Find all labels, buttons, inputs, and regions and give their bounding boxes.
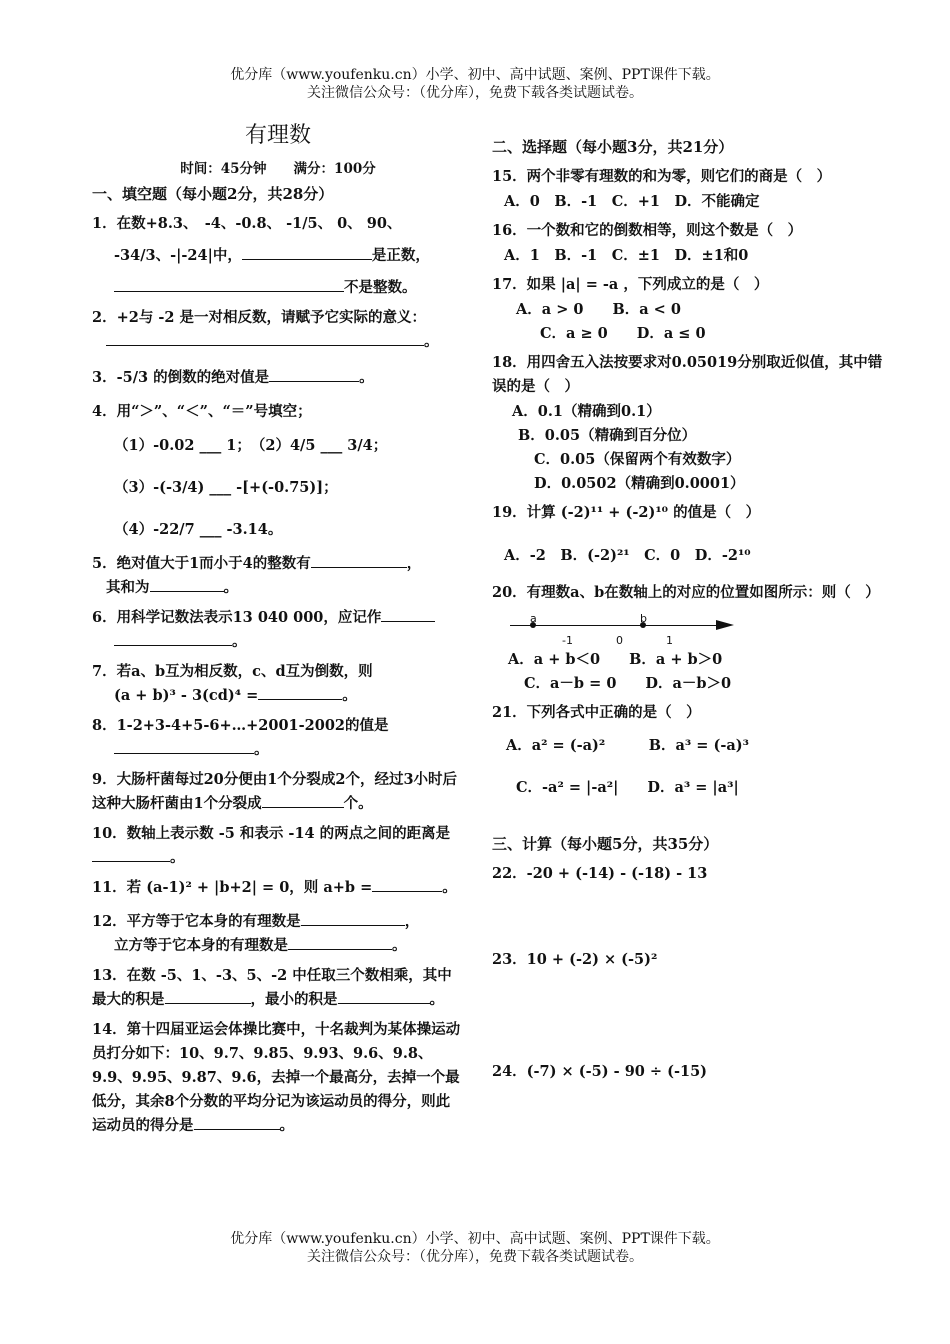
question-16 [492,219,892,267]
q17-text: 17．如果 |a| = -a ，下列成立的是（ ） [492,276,769,293]
q10-text: 10．数轴上表示数 -5 和表示 -14 的两点之间的距离是 [92,825,451,842]
q17-options-ab[interactable]: A．a > 0 B．a < 0 [516,301,681,318]
q1-line3-end: 不是整数。 [344,279,417,296]
page-title: 有理数 [244,123,311,148]
question-12: 12．平方等于它本身的有理数是 ， 立方等于它本身的有理数是 。 [92,913,420,954]
q4-text: 4．用“＞”、“＜”、“＝”号填空； [92,403,312,420]
q18-option-d[interactable]: D．0.0502（精确到0.0001） [534,475,745,492]
q11-blank[interactable] [372,877,442,892]
question-7: 7．若a、b互为相反数，c、d互为倒数，则 (a + b)³ - 3(cd)⁴ = 。 [92,660,464,708]
q6-blank1[interactable] [381,607,435,622]
tick-minus-one: -1 [562,634,573,647]
question-14: 14．第十四届亚运会体操比赛中，十名裁判为某体操运动员打分如下：10、9.7、9.85、9.93、9.6、9.8、9.9、9.95、9.87、9.6，去掉一个最高分，去掉一个最低分，其余8个分数的平均分记为该运动员的得分，则此运动员的得分是 。 [92,1021,461,1134]
q1-blank1[interactable] [242,245,372,260]
q6-blank2[interactable] [114,631,232,646]
question-13: 13．在数 -5、1、-3、5、-2 中任取三个数相乘，其中最大的积是 ，最小的积是 。 [92,967,452,1008]
q21-text: 21．下列各式中正确的是（ ） [492,704,701,721]
question-20 [492,581,892,695]
header-line2: 关注微信公众号：（优分库），免费下载各类试题试卷。 [307,85,643,101]
section-heading-calc: 三、计算（每小题5分，共35分） [492,835,719,853]
q7-blank[interactable] [258,685,342,700]
q1-line2: -34/3、-|-24|中， [114,247,242,264]
q12-text1: 12．平方等于它本身的有理数是 [92,913,301,930]
section-heading-fill: 一、填空题（每小题2分，共28分） [92,185,334,203]
exam-meta: 时间：45分钟 满分：100分 [180,161,376,177]
q2-text: 2．+2与 -2 是一对相反数，请赋予它实际的意义： [92,309,427,326]
q12-blank2[interactable] [288,935,392,950]
q20-options-ab[interactable]: A．a + b＜0 B．a + b＞0 [508,651,723,668]
q13-blank2[interactable] [338,989,430,1004]
question-17 [492,273,892,345]
q5-text: 5．绝对值大于1而小于4的整数有 [92,555,311,572]
header-line1: 优分库（www.youfenku.cn）小学、初中、高中试题、案例、PPT课件下载。 [230,67,720,83]
question-10: 10．数轴上表示数 -5 和表示 -14 的两点之间的距离是。 [92,825,451,866]
q13-text2: ，最小的积是 [250,991,338,1008]
number-line-arrow-icon [716,620,734,630]
q21-options-cd[interactable]: C．-a² = |-a²| D．a³ = |a³| [516,779,739,796]
q14-text: 14．第十四届亚运会体操比赛中，十名裁判为某体操运动员打分如下：10、9.7、9.85、9.93、9.6、9.8、9.9、9.95、9.87、9.6，去掉一个最高分，去掉一个最低分，其余8个分数的平均分记为该运动员的得分，则此运动员的得分是 [92,1021,461,1134]
q12-blank1[interactable] [301,911,405,926]
left-column [92,118,464,1144]
q18-option-a[interactable]: A．0.1（精确到0.1） [512,403,661,420]
question-4 [92,400,464,542]
q1-blank2[interactable] [114,277,344,292]
q13-blank1[interactable] [165,989,251,1004]
q8-text: 8．1-2+3-4+5-6+…+2001-2002的值是 [92,717,389,734]
question-22: 22．-20 + (-14) - (-18) - 13 [492,865,708,882]
question-24: 24．(-7) × (-5) - 90 ÷ (-15) [492,1063,708,1080]
q12-text2: 立方等于它本身的有理数是 [114,937,288,954]
q17-options-cd[interactable]: C．a ≥ 0 D．a ≤ 0 [540,325,706,342]
number-line-axis [510,625,720,626]
question-21 [492,701,892,799]
q8-blank[interactable] [114,739,254,754]
q15-text: 15．两个非零有理数的和为零，则它们的商是（ ） [492,168,832,185]
q13-text: 13．在数 -5、1、-3、5、-2 中任取三个数相乘，其中最大的积是 [92,967,452,1008]
q7-text: 7．若a、b互为相反数，c、d互为倒数，则 [92,663,373,680]
q16-text: 16．一个数和它的倒数相等，则这个数是（ ） [492,222,803,239]
question-8: 8．1-2+3-4+5-6+…+2001-2002的值是 。 [92,714,464,762]
right-column [492,132,892,1090]
q10-blank[interactable] [92,847,170,862]
q4-part4: （4）-22/7 ___ -3.14。 [114,521,283,538]
page-header [0,66,950,102]
label-a: a [530,612,537,625]
question-2: 2．+2与 -2 是一对相反数，请赋予它实际的意义： 。 [92,306,464,354]
q5-blank2[interactable] [150,577,224,592]
question-9: 9．大肠杆菌每过20分便由1个分裂成2个，经过3小时后这种大肠杆菌由1个分裂成 个。 [92,771,458,812]
q20-text: 20．有理数a、b在数轴上的对应的位置如图所示：则（ ） [492,584,880,601]
q18-option-c[interactable]: C．0.05（保留两个有效数字） [534,451,741,468]
q18-text: 18．用四舍五入法按要求对0.05019分别取近似值，其中错误的是（ ） [492,354,883,395]
q9-blank[interactable] [262,793,344,808]
q20-options-cd[interactable]: C．a－b = 0 D．a－b＞0 [524,675,732,692]
q9-text: 9．大肠杆菌每过20分便由1个分裂成2个，经过3小时后这种大肠杆菌由1个分裂成 [92,771,458,812]
q5-blank1[interactable] [311,553,407,568]
question-15 [492,165,892,213]
q19-text: 19．计算 (-2)¹¹ + (-2)¹⁰ 的值是（ ） [492,504,761,521]
q1-line1: 1．在数+8.3、 -4、-0.8、 -1/5、 0、 90、 [92,215,402,232]
q16-options[interactable]: A．1 B．-1 C．±1 D．±1和0 [504,247,749,264]
question-19 [492,501,892,567]
footer-line2: 关注微信公众号：（优分库），免费下载各类试题试卷。 [307,1249,643,1265]
question-11: 11．若 (a-1)² + |b+2| = 0，则 a+b = 。 [92,879,457,896]
section-heading-choice: 二、选择题（每小题3分，共21分） [492,138,734,156]
q1-line2-end: 是正数， [371,247,430,264]
q11-text: 11．若 (a-1)² + |b+2| = 0，则 a+b = [92,879,373,896]
q3-blank[interactable] [269,367,359,382]
footer-line1: 优分库（www.youfenku.cn）小学、初中、高中试题、案例、PPT课件下载。 [230,1231,720,1247]
question-3: 3．-5/3 的倒数的绝对值是 。 [92,369,374,386]
q2-blank[interactable] [106,331,424,346]
question-1 [92,212,464,300]
q15-options[interactable]: A．0 B．-1 C．+1 D．不能确定 [504,193,760,210]
q3-text: 3．-5/3 的倒数的绝对值是 [92,369,270,386]
q7-expr: (a + b)³ - 3(cd)⁴ = [114,687,259,704]
q21-options-ab[interactable]: A．a² = (-a)² B．a³ = (-a)³ [506,737,749,754]
question-23: 23．10 + (-2) × (-5)² [492,951,658,968]
tick-one: 1 [666,634,673,647]
q6-text: 6．用科学记数法表示13 040 000，应记作 [92,609,382,626]
q4-part3: （3）-(-3/4) ___ -[+(-0.75)]； [114,479,338,496]
q18-option-b[interactable]: B．0.05（精确到百分位） [518,427,697,444]
page-footer [0,1230,950,1266]
question-18 [492,351,892,495]
tick-zero: 0 [616,634,623,647]
q19-options[interactable]: A．-2 B．(-2)²¹ C．0 D．-2¹⁰ [504,547,751,564]
number-line-diagram [510,611,740,647]
q4-part1: （1）-0.02 ___ 1； （2）4/5 ___ 3/4； [114,437,388,454]
question-5: 5．绝对值大于1而小于4的整数有 ， 其和为 。 [92,555,422,596]
q5-text2: 其和为 [106,579,150,596]
label-b: b [640,612,647,625]
q14-blank[interactable] [194,1115,280,1130]
question-6: 6．用科学记数法表示13 040 000，应记作 。 [92,606,464,654]
